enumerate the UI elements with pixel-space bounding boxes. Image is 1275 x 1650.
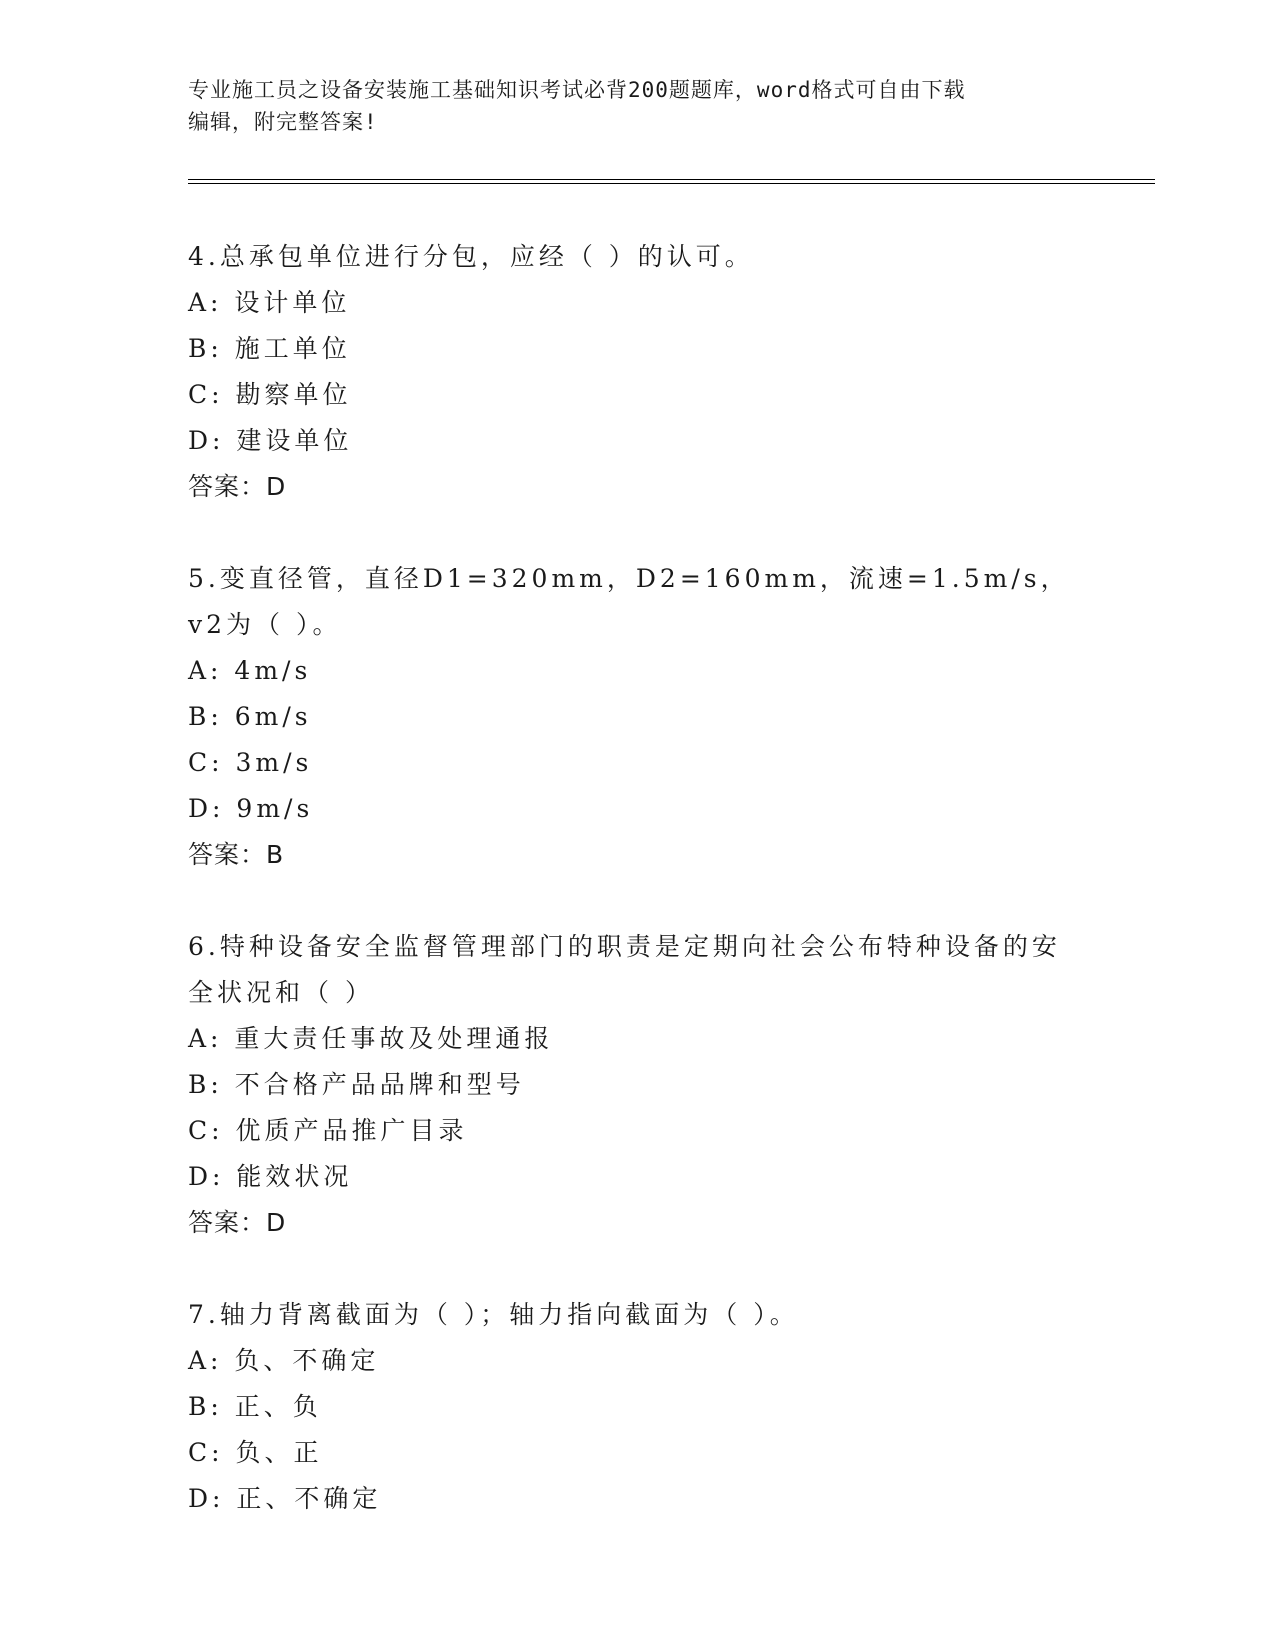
option-a: A: 重大责任事故及处理通报 — [188, 1024, 554, 1053]
header-divider — [188, 179, 1155, 184]
question-stem: 5.变直径管，直径D1=320mm，D2=160mm，流速=1.5m/s，v2为（ ）。 — [188, 564, 1070, 639]
option-a: A: 负、不确定 — [188, 1346, 380, 1375]
option-c: C: 优质产品推广目录 — [188, 1116, 468, 1145]
question-list — [188, 234, 1088, 1568]
option-b: B: 施工单位 — [188, 334, 351, 363]
question-answer: 答案：D — [188, 1208, 287, 1237]
option-c: C: 3m/s — [188, 748, 313, 777]
option-d: D: 9m/s — [188, 794, 314, 823]
option-c: C: 负、正 — [188, 1438, 323, 1467]
question-stem: 7.轴力背离截面为（ ）；轴力指向截面为（ ）。 — [188, 1300, 799, 1329]
question-7 — [188, 1292, 1088, 1522]
question-6 — [188, 924, 1088, 1246]
option-d: D: 能效状况 — [188, 1162, 353, 1191]
option-b: B: 6m/s — [188, 702, 312, 731]
header-title-line-1: 专业施工员之设备安装施工基础知识考试必背200题题库，word格式可自由下载 — [188, 78, 966, 102]
option-b: B: 正、负 — [188, 1392, 322, 1421]
option-d: D: 建设单位 — [188, 426, 353, 455]
option-a: A: 设计单位 — [188, 288, 351, 317]
question-answer: 答案：D — [188, 472, 287, 501]
question-stem-line-1: 6.特种设备安全监督管理部门的职责是定期向社会公布特种设备的安 — [188, 932, 1061, 961]
option-d: D: 正、不确定 — [188, 1484, 382, 1513]
question-stem-line-2: 全状况和（ ） — [188, 978, 374, 1007]
question-5 — [188, 556, 1088, 878]
option-c: C: 勘察单位 — [188, 380, 352, 409]
option-b: B: 不合格产品品牌和型号 — [188, 1070, 525, 1099]
document-header — [188, 74, 1088, 138]
option-a: A: 4m/s — [188, 656, 312, 685]
question-stem: 4.总承包单位进行分包，应经（ ）的认可。 — [188, 242, 754, 271]
header-title-line-2: 编辑，附完整答案! — [188, 110, 378, 134]
question-4 — [188, 234, 1088, 510]
question-answer: 答案：B — [188, 840, 285, 869]
